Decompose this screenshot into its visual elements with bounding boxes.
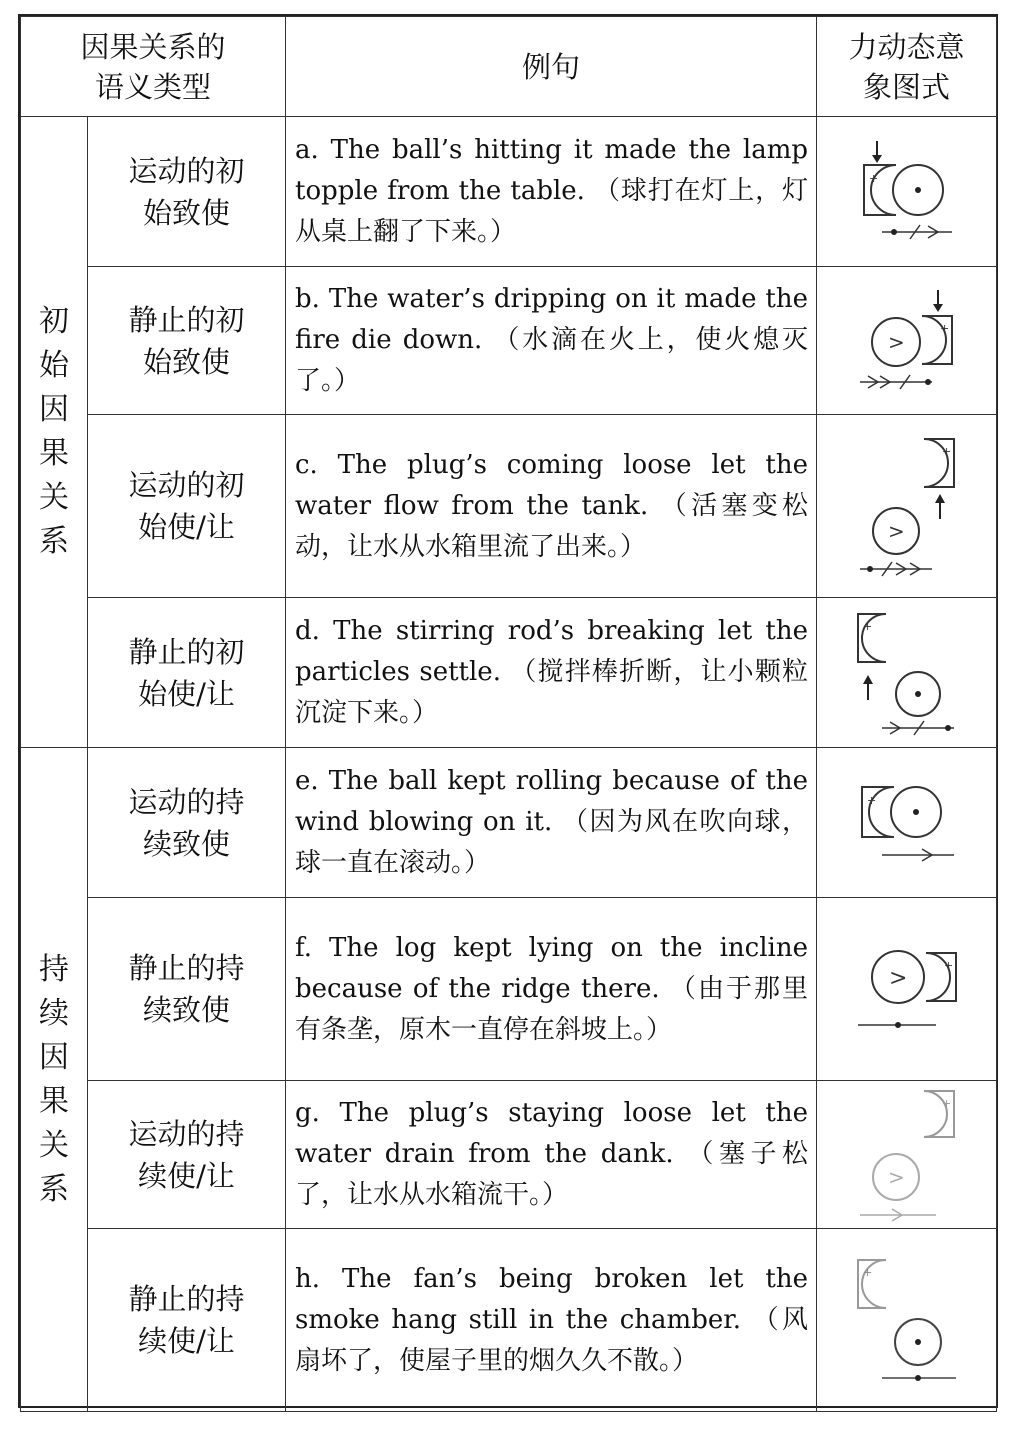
svg-text:+: + bbox=[868, 171, 878, 185]
header-force-schema: 力动态意象图式 bbox=[817, 17, 997, 117]
header-semantic-type: 因果关系的语义类型 bbox=[21, 17, 286, 117]
row-example: f. The log kept lying on the incline because of the ridge there. （由于那里有条垄，原木一直停在斜坡上。） bbox=[286, 898, 817, 1081]
svg-text:>: > bbox=[887, 329, 905, 354]
row-type: 运动的初始致使 bbox=[88, 117, 286, 267]
force-schema-a-icon bbox=[817, 117, 997, 267]
row-example: h. The fan’s being broken let the smoke hang still in the chamber. （风扇坏了，使屋子里的烟久久不散。） bbox=[286, 1229, 817, 1412]
table-row bbox=[21, 598, 997, 748]
svg-text:>: > bbox=[888, 966, 907, 991]
svg-text:>: > bbox=[887, 1164, 905, 1189]
row-example: b. The water’s dripping on it made the fire die down. （水滴在火上，使火熄灭了。） bbox=[286, 267, 817, 415]
svg-text:+: + bbox=[862, 1266, 872, 1279]
table-row bbox=[21, 267, 997, 415]
group-label-continuous: 持续因果关系 bbox=[21, 748, 88, 1412]
table-row bbox=[21, 1081, 997, 1229]
row-example: c. The plug’s coming loose let the water flow from the tank. （活塞变松动，让水从水箱里流了出来。） bbox=[286, 415, 817, 598]
table-row bbox=[21, 117, 997, 267]
force-schema-e-icon bbox=[817, 748, 997, 898]
row-example: a. The ball’s hitting it made the lamp topple from the table. （球打在灯上，灯从桌上翻了下来。） bbox=[286, 117, 817, 267]
force-schema-h-icon bbox=[817, 1229, 997, 1412]
table-row bbox=[21, 898, 997, 1081]
svg-text:+: + bbox=[939, 321, 949, 335]
row-type: 静止的初始致使 bbox=[88, 267, 286, 415]
row-type: 静止的持续致使 bbox=[88, 898, 286, 1081]
row-example: d. The stirring rod’s breaking let the particles settle. （搅拌棒折断，让小颗粒沉淀下来。） bbox=[286, 598, 817, 748]
svg-text:+: + bbox=[866, 793, 876, 807]
causation-table-frame bbox=[18, 14, 998, 1408]
svg-text:+: + bbox=[941, 1096, 951, 1110]
row-type: 运动的初始使/让 bbox=[88, 415, 286, 598]
row-example: g. The plug’s staying loose let the water drain from the dank. （塞子松了，让水从水箱流干。） bbox=[286, 1081, 817, 1229]
group-label-initial: 初始因果关系 bbox=[21, 117, 88, 748]
row-example: e. The ball kept rolling because of the wind blowing on it. （因为风在吹向球，球一直在滚动。） bbox=[286, 748, 817, 898]
causation-table bbox=[20, 16, 997, 1412]
force-schema-b-icon bbox=[817, 267, 997, 415]
row-type: 静止的持续使/让 bbox=[88, 1229, 286, 1412]
svg-text:+: + bbox=[941, 445, 951, 458]
table-row bbox=[21, 415, 997, 598]
svg-text:+: + bbox=[943, 959, 953, 972]
row-type: 运动的持续使/让 bbox=[88, 1081, 286, 1229]
table-header-row bbox=[21, 17, 997, 117]
header-example: 例句 bbox=[286, 17, 817, 117]
table-row bbox=[21, 1229, 997, 1412]
force-schema-d-icon bbox=[817, 598, 997, 748]
force-schema-f-icon bbox=[817, 898, 997, 1081]
force-schema-c-icon bbox=[817, 415, 997, 598]
svg-text:>: > bbox=[887, 519, 905, 543]
row-type: 运动的持续致使 bbox=[88, 748, 286, 898]
table-row bbox=[21, 748, 997, 898]
svg-text:+: + bbox=[862, 619, 872, 633]
row-type: 静止的初始使/让 bbox=[88, 598, 286, 748]
force-schema-g-icon bbox=[817, 1081, 997, 1229]
